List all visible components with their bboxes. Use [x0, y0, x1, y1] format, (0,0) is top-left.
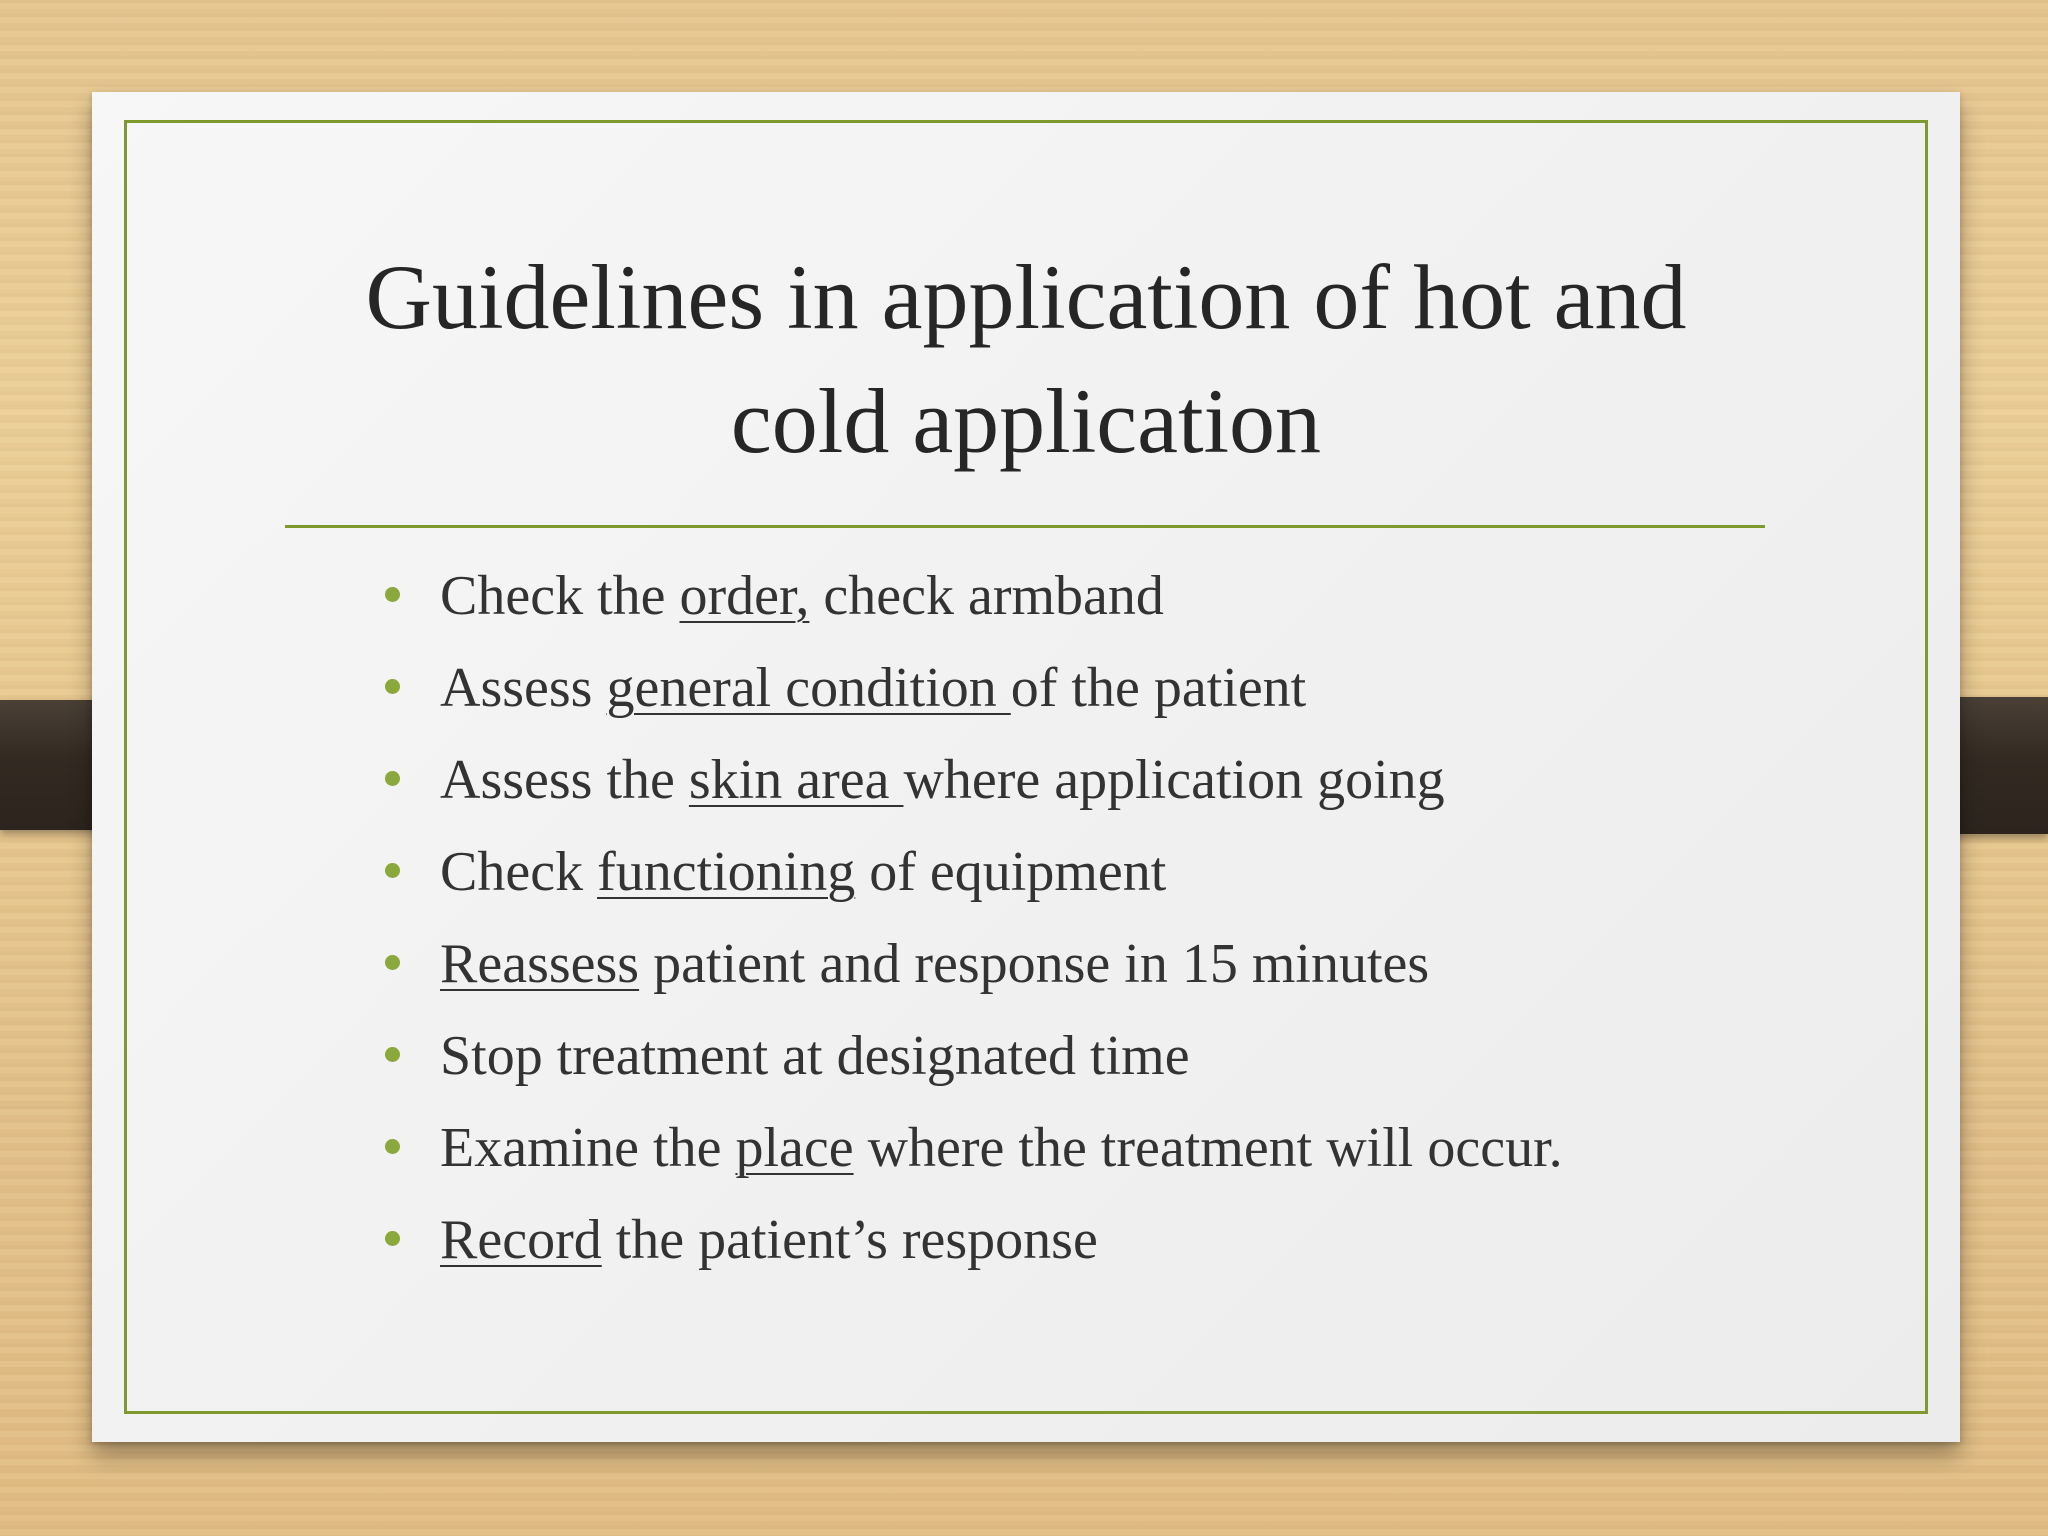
bullet-dot-icon [385, 679, 400, 694]
bullet-item [282, 1102, 1563, 1194]
bullet-text: of the patient [1010, 657, 1307, 719]
bullet-text: Check the [440, 565, 680, 627]
bullet-underlined-text: skin area [688, 749, 904, 811]
slide-card [92, 92, 1960, 1442]
bullet-dot-icon [385, 1139, 400, 1154]
bullet-text: Assess the [440, 749, 689, 811]
bullet-item [282, 734, 1563, 826]
bullet-text: check armband [809, 565, 1164, 627]
bullet-text: Examine the [440, 1117, 736, 1179]
bullet-text: of equipment [855, 841, 1167, 903]
bullet-text: Assess [440, 657, 607, 719]
bullet-item [282, 550, 1563, 642]
bullet-item [282, 1194, 1563, 1286]
bullet-item [282, 642, 1563, 734]
bullet-underlined-text: general condition [606, 657, 1011, 719]
bullet-text: the patient’s response [601, 1209, 1098, 1271]
bullet-underlined-text: Record [440, 1209, 602, 1271]
bullet-dot-icon [385, 587, 400, 602]
bullet-underlined-text: Reassess [440, 933, 640, 995]
bullet-text: patient and response in 15 minutes [639, 933, 1430, 995]
bullet-dot-icon [385, 1047, 400, 1062]
bullet-text: where the treatment will occur. [853, 1117, 1563, 1179]
bullet-dot-icon [385, 771, 400, 786]
bullet-text: Check [440, 841, 598, 903]
bullet-dot-icon [385, 863, 400, 878]
title-divider [285, 525, 1765, 528]
bullet-list [282, 550, 1563, 1286]
bullet-dot-icon [385, 955, 400, 970]
slide-title: Guidelines in application of hot and cold application [365, 246, 1687, 472]
bullet-underlined-text: place [735, 1117, 854, 1179]
bullet-item [282, 1010, 1563, 1102]
bullet-text: Stop treatment at designated time [440, 1025, 1190, 1087]
bullet-item [282, 826, 1563, 918]
bullet-item [282, 918, 1563, 1010]
bullet-text: where application going [903, 749, 1445, 811]
bullet-underlined-text: functioning [597, 841, 856, 903]
bullet-underlined-text: order, [679, 565, 810, 627]
bullet-dot-icon [385, 1231, 400, 1246]
